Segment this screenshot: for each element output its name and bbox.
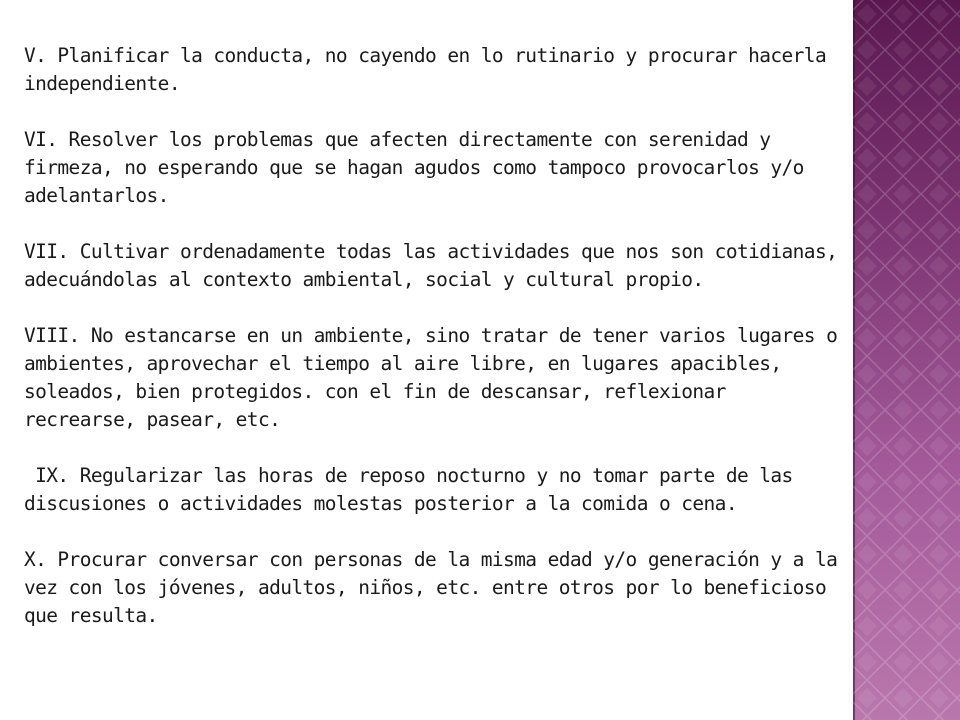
paragraph-item-viii: VIII. No estancarse en un ambiente, sino tratar de tener varios lugares o ambientes, aprovechar el tiempo al aire libre, en lugares apacibles, soleados, bien protegidos. con el fin de descansar, reflexionar recrearse, pasear, etc.: [24, 324, 838, 431]
diamond-pattern: [853, 0, 960, 720]
paragraph-item-x: X. Procurar conversar con personas de la misma edad y/o generación y a la vez con los jóvenes, adultos, niños, etc. entre otros por lo beneficioso que resulta.: [24, 548, 838, 627]
paragraph-item-v: V. Planificar la conducta, no cayendo en lo rutinario y procurar hacerla independiente.: [24, 44, 827, 95]
paragraph-item-vi: VI. Resolver los problemas que afecten directamente con serenidad y firmeza, no esperando que se hagan agudos como tampoco provocarlos y/o adelantarlos.: [24, 128, 804, 207]
paragraph-item-ix: IX. Regularizar las horas de reposo nocturno y no tomar parte de las discusiones o actividades molestas posterior a la comida o cena.: [24, 464, 804, 515]
slide-body-text: [24, 42, 844, 630]
decorative-side-band: [853, 0, 960, 720]
paragraph-item-vii: VII. Cultivar ordenadamente todas las actividades que nos son cotidianas, adecuándolas al contexto ambiental, social y cultural propio.: [24, 240, 838, 291]
